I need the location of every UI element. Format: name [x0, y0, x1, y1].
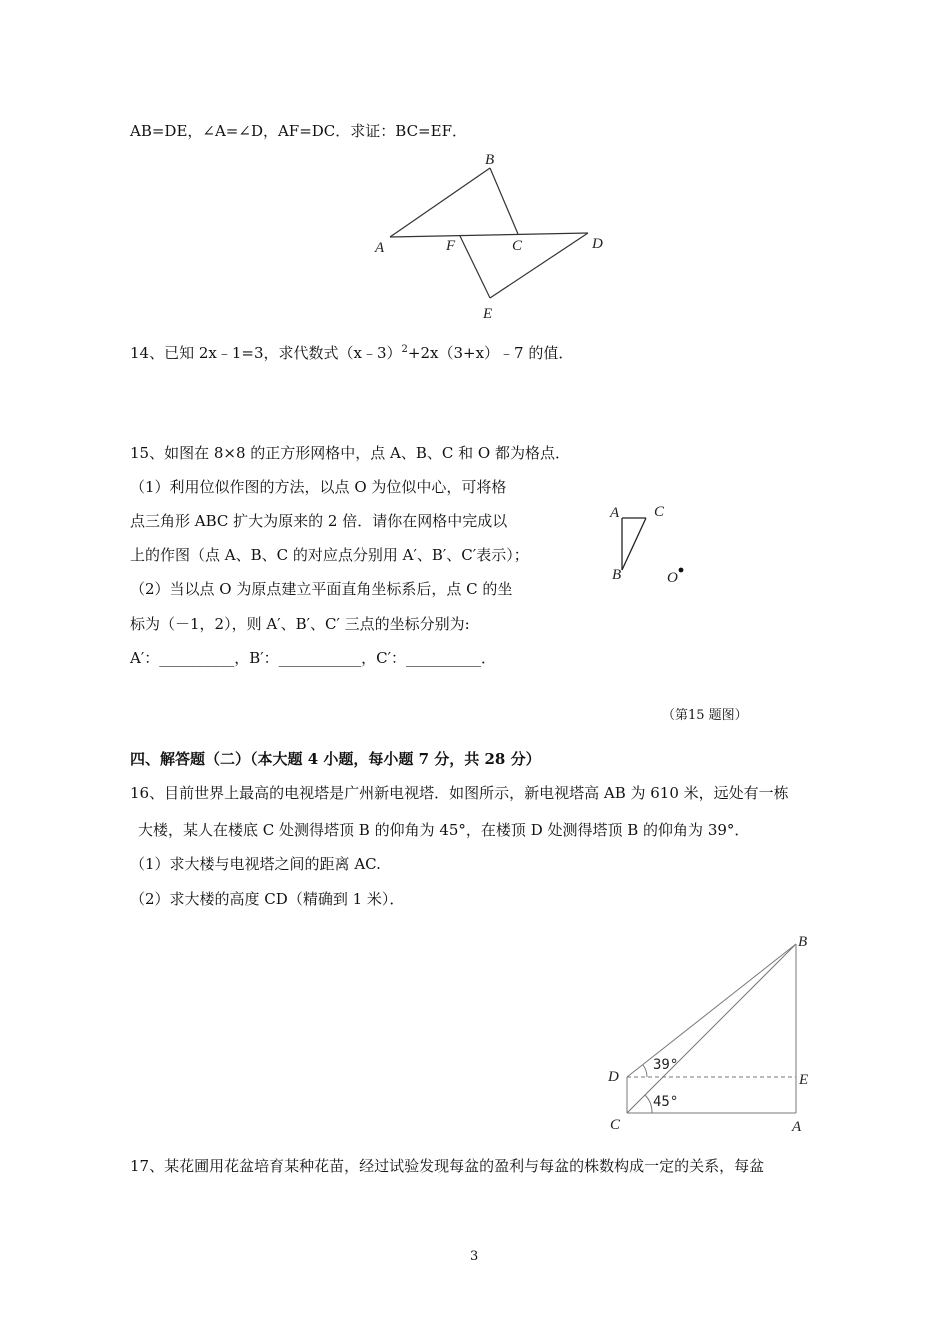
angle-45-label: 45°	[653, 1094, 679, 1110]
q15-line1: 15、如图在 8×8 的正方形网格中，点 A、B、C 和 O 都为格点．	[130, 444, 570, 462]
q14-superscript: 2	[401, 344, 408, 355]
label-a: A	[610, 505, 620, 521]
point-o	[679, 568, 684, 573]
q16-figure	[600, 925, 830, 1135]
q15-line5: （2）当以点 O 为原点建立平面直角坐标系后，点 C 的坐	[130, 580, 513, 598]
q14-text-a: 14、已知 2x﹣1=3，求代数式（x﹣3）	[130, 344, 402, 362]
segment-ab	[390, 168, 490, 237]
q15-line7: A′：__________，B′：___________，C′：__________．	[130, 649, 497, 667]
label-c: C	[610, 1117, 621, 1133]
label-e: E	[483, 306, 493, 322]
label-b: B	[612, 567, 622, 583]
segment-fe	[460, 236, 490, 298]
label-b: B	[798, 934, 808, 950]
segment-ed	[490, 233, 588, 298]
q15-line6: 标为（－1，2），则 A′、B′、C′ 三点的坐标分别为:	[130, 615, 470, 633]
page-number: 3	[470, 1249, 479, 1264]
label-a: A	[375, 240, 385, 256]
q17-line1: 17、某花圃用花盆培育某种花苗，经过试验发现每盆的盈利与每盆的株数构成一定的关系，每盆	[130, 1157, 765, 1175]
angle-39-label: 39°	[653, 1057, 679, 1073]
label-d: D	[592, 236, 603, 252]
label-o: O	[667, 570, 678, 586]
segment-bc	[490, 168, 518, 234]
label-f: F	[446, 238, 456, 254]
q14-text	[130, 340, 573, 363]
q15-line4: 上的作图（点 A、B、C 的对应点分别用 A′、B′、C′表示）；	[130, 546, 529, 564]
label-a: A	[792, 1119, 802, 1135]
angle-arc-45	[645, 1095, 652, 1113]
q15-line2: （1）利用位似作图的方法，以点 O 为位似中心，可将格	[130, 478, 507, 496]
segment-cb	[627, 944, 796, 1113]
q16-line3: （1）求大楼与电视塔之间的距离 AC.	[130, 855, 381, 873]
q15-figure	[600, 500, 720, 590]
angle-arc-39	[643, 1065, 647, 1077]
q15-line3: 点三角形 ABC 扩大为原来的 2 倍．请你在网格中完成以	[130, 512, 508, 530]
q16-line1: 16、目前世界上最高的电视塔是广州新电视塔．如图所示，新电视塔高 AB 为 610 米，远处有一栋	[130, 784, 789, 802]
section4-heading: 四、解答题（二）（本大题 4 小题，每小题 7 分，共 28 分）	[130, 750, 541, 768]
q13-figure	[370, 150, 610, 320]
label-c: C	[512, 238, 523, 254]
segment-ad	[390, 233, 588, 237]
label-e: E	[799, 1072, 809, 1088]
label-b: B	[485, 152, 495, 168]
q13-condition: AB=DE，∠A=∠D，AF=DC．求证：BC=EF．	[130, 122, 467, 140]
q14-text-b: +2x（3+x）﹣7 的值．	[407, 344, 574, 362]
label-c: C	[654, 504, 665, 520]
q16-line4: （2）求大楼的高度 CD（精确到 1 米）．	[130, 890, 405, 908]
label-d: D	[608, 1069, 619, 1085]
q16-line2: 大楼，某人在楼底 C 处测得塔顶 B 的仰角为 45°，在楼顶 D 处测得塔顶 B 的仰角为 39°．	[138, 821, 750, 839]
q15-caption: （第15 题图）	[662, 708, 748, 723]
